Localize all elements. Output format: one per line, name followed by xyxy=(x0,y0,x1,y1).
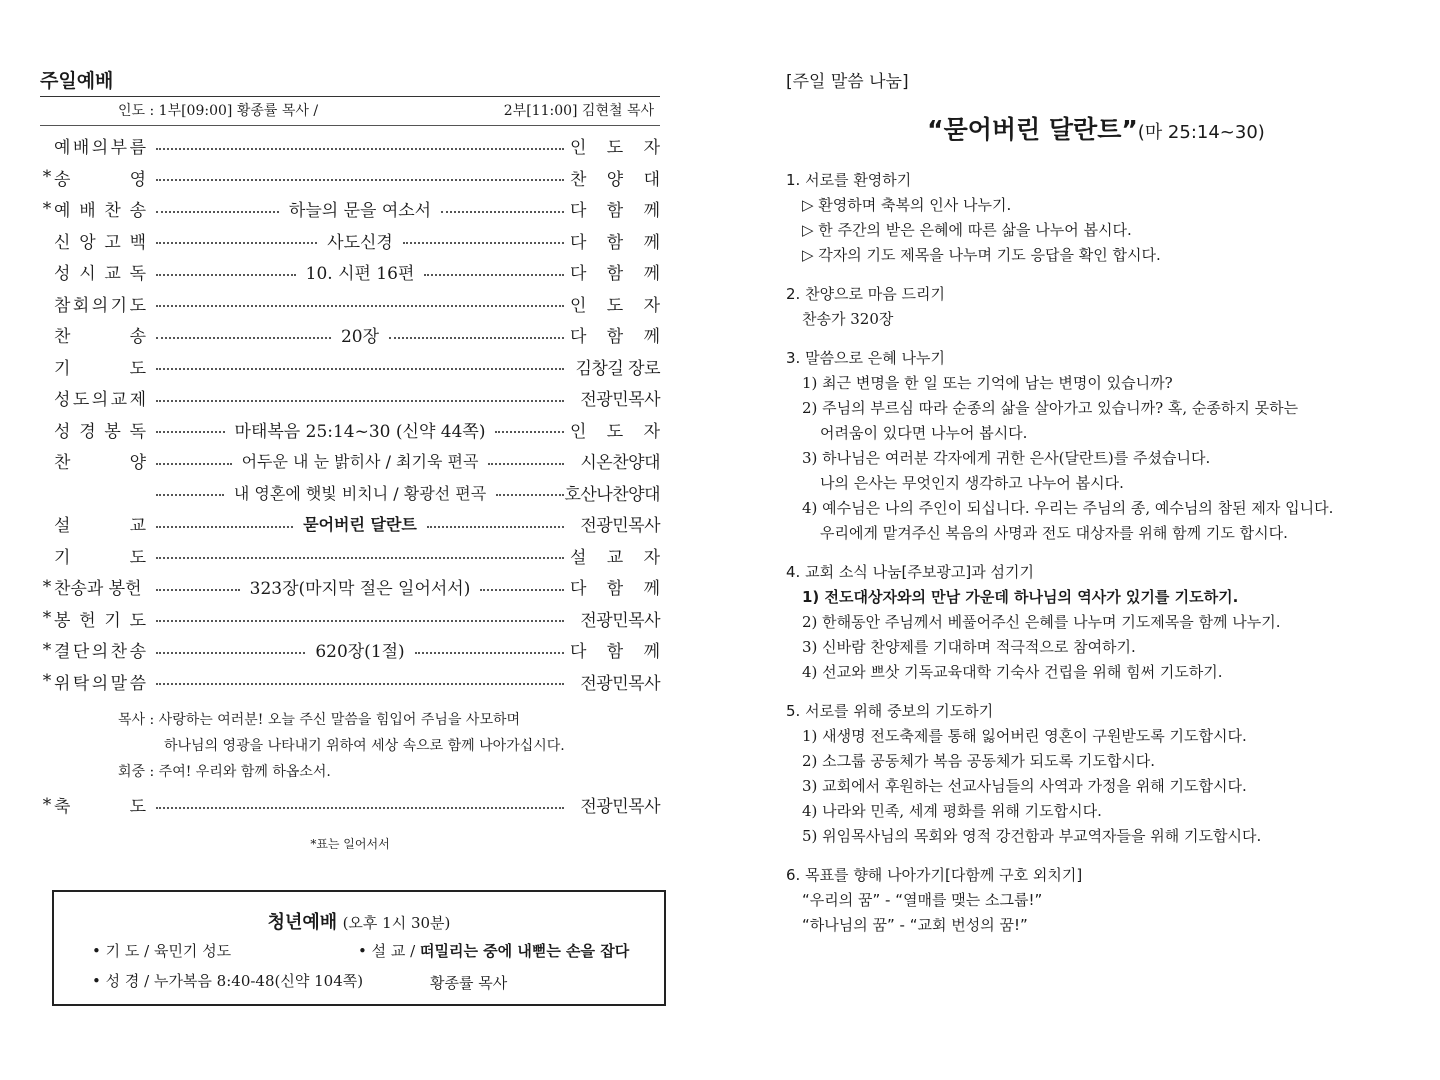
order-row xyxy=(40,540,660,572)
responsive-reading xyxy=(118,707,660,785)
leader-line xyxy=(156,173,564,181)
leader-line xyxy=(156,614,564,622)
order-item-name xyxy=(54,669,146,694)
char: 교 xyxy=(104,264,121,285)
section-heading: 5. 서로를 위해 중보의 기도하기 xyxy=(786,702,994,720)
order-item-leader: 전광민목사 xyxy=(580,797,660,818)
dot-leader xyxy=(156,337,331,339)
order-item-name xyxy=(54,511,146,536)
order-item-leader: 전광민목사 xyxy=(580,673,660,694)
char: 자 xyxy=(643,138,660,159)
dot-leader xyxy=(156,368,564,370)
section-item: 3) 하나님은 여러분 각자에게 귀한 은사(달란트)를 주셨습니다. xyxy=(802,449,1211,467)
char: 참 xyxy=(54,295,71,316)
leader-line xyxy=(156,677,564,685)
sharing-section xyxy=(786,346,1406,546)
page-title: 주일예배 xyxy=(40,70,114,92)
order-item-name xyxy=(54,385,146,410)
sharing-sections xyxy=(786,168,1406,938)
order-item-name xyxy=(54,448,146,473)
char: 다 xyxy=(570,264,587,285)
section-item: 1) 최근 변명을 한 일 또는 기억에 남는 변명이 있습니까? xyxy=(802,374,1173,392)
standing-mark: * xyxy=(42,639,52,660)
leader-line xyxy=(156,512,564,535)
sharing-section xyxy=(786,282,1406,332)
section-item: 4) 선교와 쁘삿 기독교육대학 기숙사 건립을 위해 힘써 기도하기. xyxy=(802,663,1223,681)
dot-leader xyxy=(156,400,564,402)
sharing-section xyxy=(786,168,1406,268)
char: 도 xyxy=(129,547,146,568)
section-heading: 4. 교회 소식 나눔[주보광고]과 섬기기 xyxy=(786,563,1034,581)
people-label: 회중 : xyxy=(118,764,155,780)
char: 말 xyxy=(110,673,128,694)
char: 앙 xyxy=(79,232,96,253)
char: 의 xyxy=(91,295,109,316)
char: 교 xyxy=(110,390,128,411)
sharing-section xyxy=(786,560,1406,685)
order-row xyxy=(40,319,660,351)
char: 함 xyxy=(606,642,624,663)
order-item-leader: 호산나찬양대 xyxy=(564,484,660,505)
char: 제 xyxy=(129,390,146,411)
dot-leader xyxy=(156,211,279,213)
section-item: 2) 한해동안 주님께서 베풀어주신 은혜를 나누며 기도제목을 함께 나누기. xyxy=(802,613,1281,631)
section-item: 1) 전도대상자와의 만남 가운데 하나님의 역사가 있기를 기도하기. xyxy=(802,588,1239,606)
dot-leader xyxy=(156,305,564,307)
char: 경 xyxy=(79,421,96,442)
section-item: 나의 은사는 무엇인지 생각하고 나누어 봅시다. xyxy=(820,474,1124,492)
char: 씀 xyxy=(129,673,146,694)
section-item: 4) 예수님은 나의 주인이 되십니다. 우리는 주님의 종, 예수님의 참된 제자 입니다. xyxy=(802,499,1334,517)
standing-mark: * xyxy=(42,794,52,815)
dot-leader xyxy=(495,431,564,433)
char: 교 xyxy=(129,516,146,537)
dot-leader xyxy=(156,242,317,244)
order-item-name xyxy=(54,417,146,442)
order-item-detail: 620장(1절) xyxy=(315,642,405,663)
char: 봉 xyxy=(54,610,71,631)
section-item: 3) 신바람 찬양제를 기대하며 적극적으로 참여하기. xyxy=(802,638,1136,656)
char: 단 xyxy=(72,642,90,663)
order-item-leader xyxy=(570,574,660,599)
order-item-name xyxy=(54,792,146,817)
char: 도 xyxy=(606,421,624,442)
leader-line xyxy=(156,196,564,221)
youth-sermon xyxy=(358,940,629,961)
order-item-leader: 전광민목사 xyxy=(580,610,660,631)
youth-title-text: 청년예배 xyxy=(267,912,338,933)
char: 다 xyxy=(570,579,587,600)
char: 성 xyxy=(54,264,71,285)
leader-line xyxy=(156,574,564,599)
standing-note: *표는 일어서서 xyxy=(310,836,390,851)
order-item-leader: 시온찬양대 xyxy=(580,453,660,474)
char: 송 xyxy=(129,327,146,348)
dot-leader xyxy=(415,652,564,654)
char: 함 xyxy=(606,327,624,348)
order-item-leader xyxy=(570,322,660,347)
order-row xyxy=(40,130,660,162)
char: 기 xyxy=(54,358,71,379)
char: 예 xyxy=(54,201,71,222)
char: 기 xyxy=(104,610,121,631)
dot-leader xyxy=(156,463,232,465)
order-item-leader xyxy=(570,637,660,662)
char: 다 xyxy=(570,327,587,348)
char: 함 xyxy=(606,579,624,600)
char: 고 xyxy=(104,232,121,253)
sermon-title-text: “묻어버린 달란트” xyxy=(927,115,1138,144)
divider xyxy=(40,125,660,126)
dot-leader xyxy=(156,148,564,150)
order-item-leader xyxy=(570,259,660,284)
order-item-leader xyxy=(570,165,660,190)
section-label: [주일 말씀 나눔] xyxy=(786,72,909,92)
char: 찬 xyxy=(104,201,121,222)
order-item-leader: 김창길 장로 xyxy=(575,358,660,379)
order-item-name xyxy=(54,196,146,221)
sharing-section xyxy=(786,699,1406,849)
leader-line xyxy=(156,142,564,150)
pastor-line-2: 하나님의 영광을 나타내기 위하여 세상 속으로 함께 나아가십시다. xyxy=(164,738,565,754)
order-row xyxy=(40,382,660,414)
leader-line xyxy=(156,551,564,559)
dot-leader xyxy=(496,494,564,496)
char: 설 xyxy=(570,547,587,568)
section-item: “하나님의 꿈” - “교회 번성의 꿈!” xyxy=(802,916,1028,934)
char: 신 xyxy=(54,232,71,253)
char: 대 xyxy=(643,169,660,190)
dot-leader xyxy=(156,620,564,622)
leader-first-service: 인도 : 1부[09:00] 황종률 목사 / xyxy=(118,103,319,119)
char: 독 xyxy=(129,421,146,442)
char: 찬 xyxy=(54,327,71,348)
section-item: 찬송가 320장 xyxy=(802,310,894,328)
youth-sermon-label: • 설 교 / xyxy=(358,942,416,960)
order-item-name xyxy=(54,606,146,631)
section-item: 어려움이 있다면 나누어 봅시다. xyxy=(820,424,1028,442)
order-item-name xyxy=(54,354,146,379)
char: 헌 xyxy=(79,610,96,631)
order-item-name xyxy=(54,543,146,568)
standing-mark: * xyxy=(42,576,52,597)
section-item: 2) 소그룹 공동체가 복음 공동체가 되도록 기도합시다. xyxy=(802,752,1156,770)
char: 교 xyxy=(606,547,624,568)
youth-prayer: • 기 도 / 육민기 성도 xyxy=(92,942,232,960)
standing-mark: * xyxy=(42,198,52,219)
section-heading: 3. 말씀으로 은혜 나누기 xyxy=(786,349,946,367)
char: 의 xyxy=(91,673,109,694)
section-item: ▷ 한 주간의 받은 은혜에 따른 삶을 나누어 봅시다. xyxy=(802,221,1132,239)
char: 께 xyxy=(643,201,660,222)
char: 다 xyxy=(570,642,587,663)
order-row xyxy=(40,571,660,603)
char: 배 xyxy=(79,201,96,222)
char: 자 xyxy=(643,547,660,568)
order-item-name: 찬송과 봉헌 xyxy=(54,579,142,600)
order-item-leader xyxy=(570,133,660,158)
char: 인 xyxy=(570,421,587,442)
order-item-detail: 20장 xyxy=(340,327,380,348)
sermon-title xyxy=(786,110,1406,146)
char: 성 xyxy=(54,390,71,411)
char: 의 xyxy=(91,642,109,663)
char: 결 xyxy=(54,642,71,663)
char: 예 xyxy=(54,138,71,159)
order-row xyxy=(40,603,660,635)
order-row xyxy=(40,256,660,288)
char: 도 xyxy=(129,358,146,379)
order-row xyxy=(40,193,660,225)
order-item-detail: 323장(마지막 절은 일어서서) xyxy=(249,579,471,600)
char: 함 xyxy=(606,232,624,253)
dot-leader xyxy=(488,463,564,465)
dot-leader xyxy=(480,589,564,591)
leader-line xyxy=(156,299,564,307)
order-item-detail: 마태복음 25:14~30 (신약 44쪽) xyxy=(234,421,486,442)
standing-mark: * xyxy=(42,608,52,629)
sharing-section xyxy=(786,863,1406,938)
char: 찬 xyxy=(110,642,128,663)
char: 위 xyxy=(54,673,71,694)
char: 회 xyxy=(72,295,90,316)
char: 백 xyxy=(129,232,146,253)
char: 께 xyxy=(643,642,660,663)
order-item-name xyxy=(54,322,146,347)
youth-title xyxy=(54,908,664,934)
section-item: ▷ 각자의 기도 제목을 나누며 기도 응답을 확인 합시다. xyxy=(802,246,1161,264)
section-item: ▷ 환영하며 축복의 인사 나누기. xyxy=(802,196,1012,214)
char: 도 xyxy=(606,295,624,316)
section-item: 우리에게 맡겨주신 복음의 사명과 전도 대상자를 위해 함께 기도 합시다. xyxy=(820,524,1288,542)
order-row xyxy=(40,351,660,383)
youth-sermon-title: 떠밀리는 중에 내뻗는 손을 잡다 xyxy=(419,942,630,960)
order-row xyxy=(40,634,660,666)
leader-line xyxy=(156,394,564,402)
order-row xyxy=(40,288,660,320)
dot-leader xyxy=(389,337,564,339)
char: 송 xyxy=(129,642,146,663)
order-item-name xyxy=(54,133,146,158)
order-row xyxy=(40,477,660,509)
dot-leader xyxy=(427,526,564,528)
youth-scripture: • 성 경 / 누가복음 8:40-48(신약 104쪽) xyxy=(92,972,364,990)
char: 영 xyxy=(129,169,146,190)
order-row xyxy=(40,666,660,698)
char: 배 xyxy=(72,138,90,159)
order-of-service xyxy=(40,130,660,697)
section-heading: 2. 찬양으로 마음 드리기 xyxy=(786,285,946,303)
char: 송 xyxy=(129,201,146,222)
leaders-line xyxy=(40,97,660,125)
section-item: 5) 위임목사님의 목회와 영적 강건함과 부교역자들을 위해 기도합시다. xyxy=(802,827,1262,845)
char: 탁 xyxy=(72,673,90,694)
char: 의 xyxy=(91,390,109,411)
standing-mark: * xyxy=(42,167,52,188)
sermon-sharing-page xyxy=(786,66,1406,952)
order-item-leader xyxy=(570,291,660,316)
char: 다 xyxy=(570,232,587,253)
order-item-detail: 묻어버린 달란트 xyxy=(303,515,417,535)
char: 도 xyxy=(129,295,146,316)
worship-order-page xyxy=(40,66,660,852)
youth-time: (오후 1시 30분) xyxy=(342,914,451,932)
section-heading: 6. 목표를 향해 나아가기[다함께 구호 외치기] xyxy=(786,866,1083,884)
dot-leader xyxy=(156,494,224,496)
dot-leader xyxy=(156,274,296,276)
order-item-detail: 어두운 내 눈 밝히사 / 최기욱 편곡 xyxy=(241,452,479,472)
leader-line xyxy=(156,259,564,284)
order-item-leader xyxy=(570,196,660,221)
char: 양 xyxy=(129,453,146,474)
char: 인 xyxy=(570,138,587,159)
char: 께 xyxy=(643,327,660,348)
char: 찬 xyxy=(570,169,587,190)
order-item-name xyxy=(54,228,146,253)
leader-line xyxy=(156,637,564,662)
leader-line xyxy=(156,417,564,442)
leader-line xyxy=(156,362,564,370)
dot-leader xyxy=(156,179,564,181)
sermon-reference: (마 25:14~30) xyxy=(1137,122,1265,143)
char: 인 xyxy=(570,295,587,316)
char: 기 xyxy=(110,295,128,316)
order-item-name xyxy=(54,259,146,284)
char: 께 xyxy=(643,264,660,285)
dot-leader xyxy=(424,274,564,276)
char: 자 xyxy=(643,421,660,442)
pastor-line-1: 사랑하는 여러분! 오늘 주신 말씀을 힘입어 주님을 사모하며 xyxy=(158,712,521,728)
order-row xyxy=(40,445,660,477)
char: 께 xyxy=(643,579,660,600)
char: 독 xyxy=(129,264,146,285)
char: 께 xyxy=(643,232,660,253)
char: 설 xyxy=(54,516,71,537)
standing-mark: * xyxy=(42,671,52,692)
char: 다 xyxy=(570,201,587,222)
char: 도 xyxy=(72,390,90,411)
dot-leader xyxy=(441,211,564,213)
benediction-row xyxy=(40,789,660,821)
char: 봉 xyxy=(104,421,121,442)
char: 의 xyxy=(91,138,109,159)
leader-line xyxy=(156,228,564,253)
order-item-name xyxy=(54,637,146,662)
dot-leader xyxy=(156,589,240,591)
section-item: “우리의 꿈” - “열매를 맺는 소그룹!” xyxy=(802,891,1043,909)
order-item-detail: 하늘의 문을 여소서 xyxy=(288,201,432,222)
leader-second-service: 2부[11:00] 김현철 목사 xyxy=(503,103,654,119)
dot-leader xyxy=(156,557,564,559)
order-item-name xyxy=(54,291,146,316)
char: 시 xyxy=(79,264,96,285)
section-heading: 1. 서로를 환영하기 xyxy=(786,171,912,189)
char: 함 xyxy=(606,201,624,222)
order-item-leader xyxy=(570,417,660,442)
order-row xyxy=(40,162,660,194)
char: 기 xyxy=(54,547,71,568)
char: 부 xyxy=(110,138,128,159)
youth-preacher: 황종률 목사 xyxy=(430,974,508,992)
order-item-name xyxy=(54,165,146,190)
char: 성 xyxy=(54,421,71,442)
order-item-detail: 10. 시편 16편 xyxy=(305,264,415,285)
leader-line xyxy=(156,449,564,472)
char: 도 xyxy=(606,138,624,159)
order-item-detail: 내 영혼에 햇빛 비치니 / 황광선 편곡 xyxy=(233,483,487,503)
dot-leader xyxy=(156,652,305,654)
char: 함 xyxy=(606,264,624,285)
order-item-leader xyxy=(570,228,660,253)
leader-line xyxy=(156,481,564,504)
people-line: 주여! 우리와 함께 하옵소서. xyxy=(158,764,331,780)
order-item-leader: 전광민목사 xyxy=(580,390,660,411)
section-item: 3) 교회에서 후원하는 선교사님들의 사역과 가정을 위해 기도합시다. xyxy=(802,777,1247,795)
char: 자 xyxy=(643,295,660,316)
char: 름 xyxy=(129,138,146,159)
leader-line xyxy=(156,322,564,347)
dot-leader xyxy=(403,242,564,244)
order-row xyxy=(40,508,660,540)
char: 도 xyxy=(129,797,146,818)
char: 도 xyxy=(129,610,146,631)
pastor-label: 목사 : xyxy=(118,712,155,728)
dot-leader xyxy=(156,807,564,809)
order-item-leader: 전광민목사 xyxy=(580,516,660,537)
char: 축 xyxy=(54,797,71,818)
char: 송 xyxy=(54,169,71,190)
order-row xyxy=(40,414,660,446)
dot-leader xyxy=(156,526,293,528)
char: 양 xyxy=(606,169,624,190)
section-item: 1) 새생명 전도축제를 통해 잃어버린 영혼이 구원받도록 기도합시다. xyxy=(802,727,1247,745)
order-item-leader xyxy=(570,543,660,568)
section-item: 2) 주님의 부르심 따라 순종의 삶을 살아가고 있습니까? 혹, 순종하지 못하는 xyxy=(802,399,1299,417)
dot-leader xyxy=(156,431,225,433)
order-item-detail: 사도신경 xyxy=(327,232,393,253)
char: 찬 xyxy=(54,453,71,474)
youth-worship-box xyxy=(52,890,666,1006)
order-row xyxy=(40,225,660,257)
dot-leader xyxy=(156,683,564,685)
section-item: 4) 나라와 민족, 세계 평화를 위해 기도합시다. xyxy=(802,802,1102,820)
